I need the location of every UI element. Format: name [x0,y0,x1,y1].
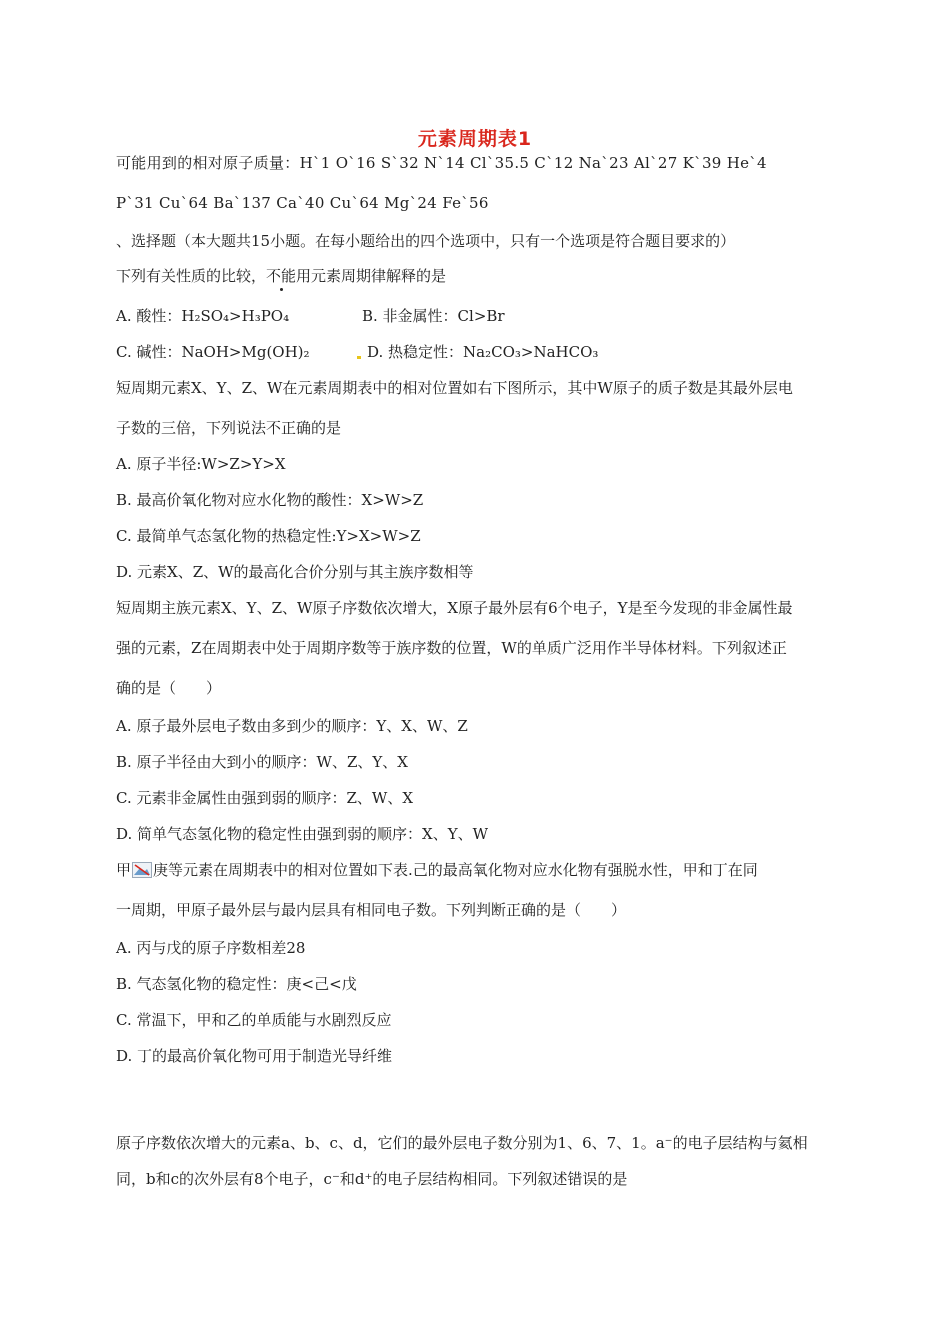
question-5-stem-line-2: 同，b和c的次外层有8个电子，c⁻和d⁺的电子层结构相同。下列叙述错误的是 [116,1170,628,1188]
emphasis-dotted-text: 不能 [266,267,297,285]
question-2-stem-line-1: 短周期元素X、Y、Z、W在元素周期表中的相对位置如右下图所示，其中W原子的质子数是其最外层电 [116,379,793,397]
page-title: 元素周期表1 [417,128,533,150]
question-4-stem-line-2: 一周期，甲原子最外层与最内层具有相同电子数。下列判断正确的是（ ） [116,901,627,919]
question-3-stem-line-3: 确的是（ ） [116,679,222,697]
question-1-option-b: B. 非金属性：Cl>Br [362,307,505,325]
question-3-stem-line-2: 强的元素，Z在周期表中处于周期序数等于族序数的位置，W的单质广泛用作半导体材料。下列叙述正 [116,639,787,657]
question-3-option-d: D. 简单气态氢化物的稳定性由强到弱的顺序：X、Y、W [116,825,489,843]
question-1-option-d: D. 热稳定性：Na₂CO₃>NaHCO₃ [367,343,599,361]
atomic-mass-line-1: 可能用到的相对原子质量：H`1 O`16 S`32 N`14 Cl`35.5 C`12 Na`23 Al`27 K`39 He`4 [116,154,767,172]
question-1-stem-prefix: 下列有关性质的比较， [116,267,267,285]
question-3-option-c: C. 元素非金属性由强到弱的顺序：Z、W、X [116,789,413,807]
section-heading: 、选择题（本大题共15小题。在每小题给出的四个选项中，只有一个选项是符合题目要求的） [116,232,736,250]
question-4-option-a: A. 丙与戊的原子序数相差28 [116,939,306,957]
question-2-option-a: A. 原子半径:W>Z>Y>X [116,455,286,473]
question-4-stem-prefix: 甲 [116,861,132,879]
question-4-stem-suffix: 庚等元素在周期表中的相对位置如下表.己的最高氧化物对应水化物有强脱水性，甲和丁在同 [153,861,758,879]
highlight-marker [357,356,361,359]
question-1-stem-suffix: 用元素周期律解释的是 [296,267,447,285]
question-5-stem-line-1: 原子序数依次增大的元素a、b、c、d，它们的最外层电子数分别为1、6、7、1。a⁻的电子层结构与氦相 [116,1134,808,1152]
question-4-option-b: B. 气态氢化物的稳定性：庚<己<戊 [116,975,357,993]
question-3-stem-line-1: 短周期主族元素X、Y、Z、W原子序数依次增大，X原子最外层有6个电子，Y是至今发现的非金属性最 [116,599,793,617]
question-4-option-c: C. 常温下，甲和乙的单质能与水剧烈反应 [116,1011,392,1029]
question-2-stem-line-2: 子数的三倍，下列说法不正确的是 [116,419,342,437]
question-1-option-a: A. 酸性：H₂SO₄>H₃PO₄ [116,307,290,325]
broken-image-icon [132,862,152,878]
question-1-option-c: C. 碱性：NaOH>Mg(OH)₂ [116,343,310,361]
atomic-mass-line-2: P`31 Cu`64 Ba`137 Ca`40 Cu`64 Mg`24 Fe`56 [116,194,489,212]
question-1-option-d-wrap [357,341,598,362]
question-1-stem [116,265,446,286]
question-2-option-b: B. 最高价氧化物对应水化物的酸性：X>W>Z [116,491,424,509]
question-4-option-d: D. 丁的最高价氧化物可用于制造光导纤维 [116,1047,393,1065]
question-2-option-d: D. 元素X、Z、W的最高化合价分别与其主族序数相等 [116,563,474,581]
question-3-option-b: B. 原子半径由大到小的顺序：W、Z、Y、X [116,753,408,771]
question-2-option-c: C. 最简单气态氢化物的热稳定性:Y>X>W>Z [116,527,421,545]
question-4-stem-line-1 [116,859,758,880]
question-3-option-a: A. 原子最外层电子数由多到少的顺序：Y、X、W、Z [116,717,468,735]
